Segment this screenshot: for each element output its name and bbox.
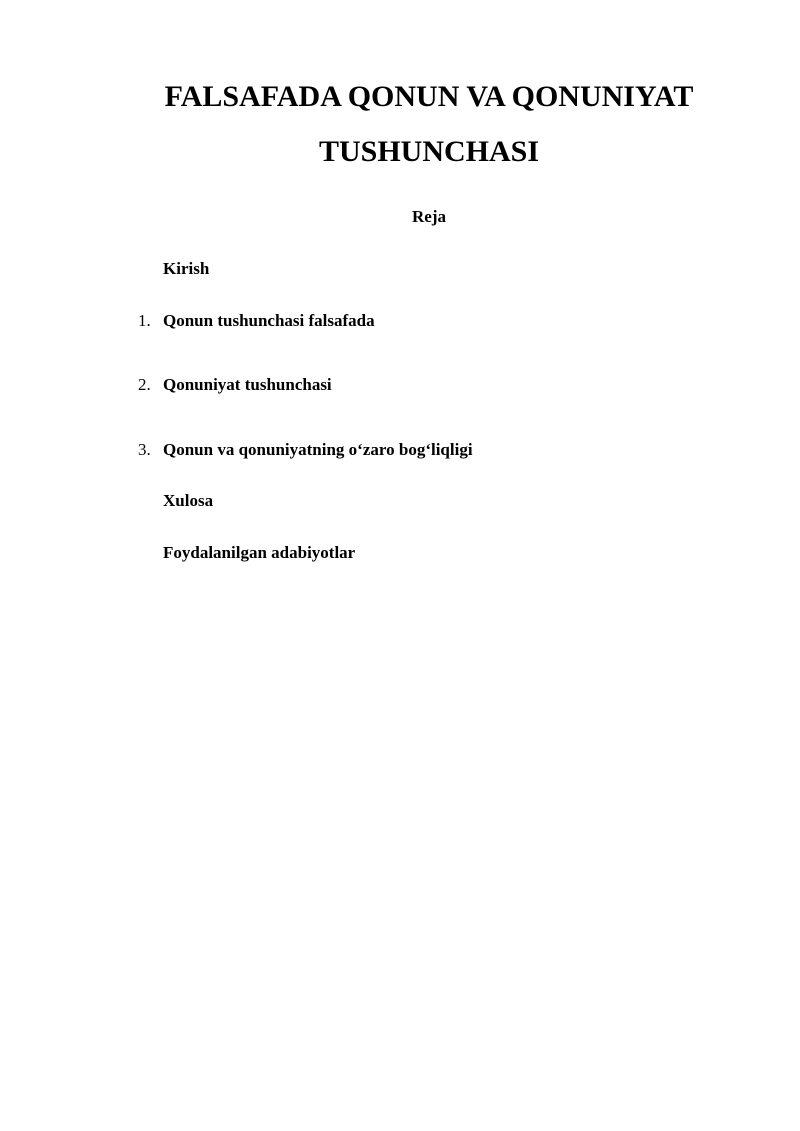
plan-references: Foydalanilgan adabiyotlar [163,543,356,562]
plan-intro: Kirish [163,259,210,278]
plan-item-2: Qonuniyat tushunchasi [163,375,332,394]
plan-item-3: Qonun va qonuniyatning o‘zaro bog‘liqligi [163,440,473,459]
document-title-line-1: FALSAFADA QONUN VA QONUNIYAT [164,80,694,113]
plan-item-number-1: 1. [138,311,151,330]
plan-heading: Reja [412,207,446,226]
plan-item-number-3: 3. [138,440,151,459]
plan-item-1: Qonun tushunchasi falsafada [163,311,375,330]
plan-conclusion: Xulosa [163,491,214,510]
document-title-line-2: TUSHUNCHASI [318,135,540,168]
plan-item-number-2: 2. [138,375,151,394]
